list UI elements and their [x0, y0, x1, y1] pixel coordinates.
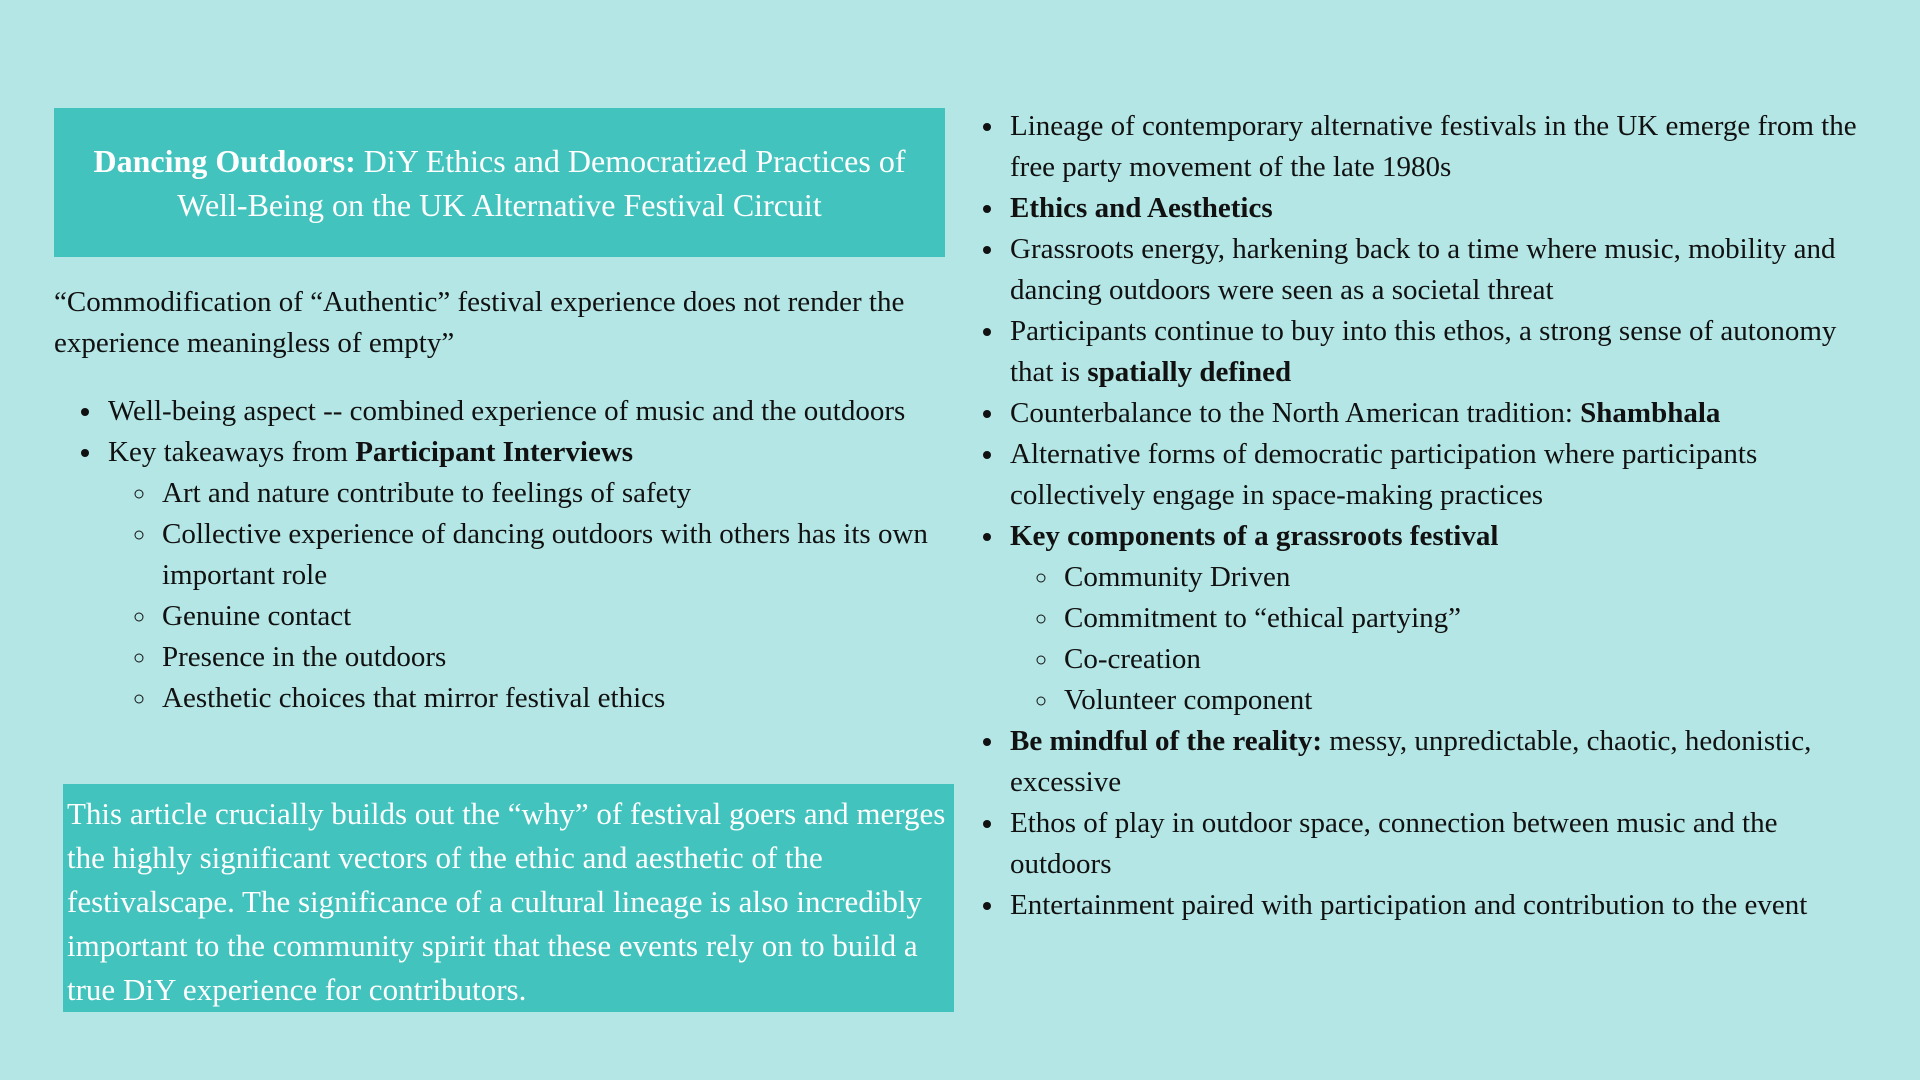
list-item: • Lineage of contemporary alternative festivals in the UK emerge from the free party movement of the late 1980s — [1006, 106, 1866, 188]
left-bullet-list — [104, 391, 954, 719]
list-item: • Alternative forms of democratic participation where participants collectively engage in space-making practices — [1006, 434, 1866, 516]
list-item — [1006, 516, 1866, 721]
list-item-text: Participants continue to buy into this ethos, a strong sense of autonomy that is — [1010, 315, 1837, 388]
list-item — [1006, 311, 1866, 393]
sub-list-item: ◦ Aesthetic choices that mirror festival ethics — [158, 678, 954, 719]
sub-list-item: ◦ Commitment to “ethical partying” — [1060, 598, 1866, 639]
list-item-bold: Be mindful of the reality: — [1010, 725, 1322, 757]
list-item-text: messy, unpredictable, chaotic, hedonistic, excessive — [1010, 725, 1812, 798]
sub-list — [108, 473, 954, 719]
quote-text: “Commodification of “Authentic” festival experience does not render the experience meaningless of empty” — [54, 286, 905, 359]
list-item-text: Key takeaways from — [108, 436, 356, 468]
list-item-bold: Participant Interviews — [355, 436, 634, 468]
list-item: • Ethics and Aesthetics — [1006, 188, 1866, 229]
list-item: • Entertainment paired with participation and contribution to the event — [1006, 885, 1866, 926]
list-item: • Ethos of play in outdoor space, connection between music and the outdoors — [1006, 803, 1866, 885]
sub-list — [1010, 557, 1866, 721]
page-title — [68, 139, 931, 227]
list-item — [1006, 721, 1866, 803]
sub-list-item: ◦ Genuine contact — [158, 596, 954, 637]
sub-list-item: ◦ Presence in the outdoors — [158, 637, 954, 678]
list-item-text: Counterbalance to the North American tradition: — [1010, 397, 1581, 429]
list-item-bold: Shambhala — [1580, 397, 1721, 429]
title-box — [54, 108, 945, 257]
sub-list-item: ◦ Art and nature contribute to feelings of safety — [158, 473, 954, 514]
list-item — [1006, 393, 1866, 434]
sub-list-item: ◦ Collective experience of dancing outdoors with others has its own important role — [158, 514, 954, 596]
summary-box: This article crucially builds out the “why” of festival goers and merges the highly significant vectors of the ethic and aesthetic of the festivalscape. The significance of a cultural lineage is also incredibly important to the community spirit that these events rely on to build a true DiY experience for contributors. — [63, 784, 954, 1012]
sub-list-item: ◦ Community Driven — [1060, 557, 1866, 598]
list-item — [104, 432, 954, 719]
list-item-bold: spatially defined — [1087, 356, 1292, 388]
title-rest: DiY Ethics and Democratized Practices of Well-Being on the UK Alternative Festival Circuit — [177, 142, 906, 223]
title-bold: Dancing Outdoors: — [93, 142, 356, 179]
list-item: • Grassroots energy, harkening back to a time where music, mobility and dancing outdoors were seen as a societal threat — [1006, 229, 1866, 311]
list-item-text: Well-being aspect -- combined experience of music and the outdoors — [108, 395, 906, 427]
list-item-bold: Key components of a grassroots festival — [1010, 520, 1499, 552]
sub-list-item: ◦ Volunteer component — [1060, 680, 1866, 721]
list-item — [104, 391, 954, 432]
right-bullet-list — [1006, 106, 1866, 926]
sub-list-item: ◦ Co-creation — [1060, 639, 1866, 680]
